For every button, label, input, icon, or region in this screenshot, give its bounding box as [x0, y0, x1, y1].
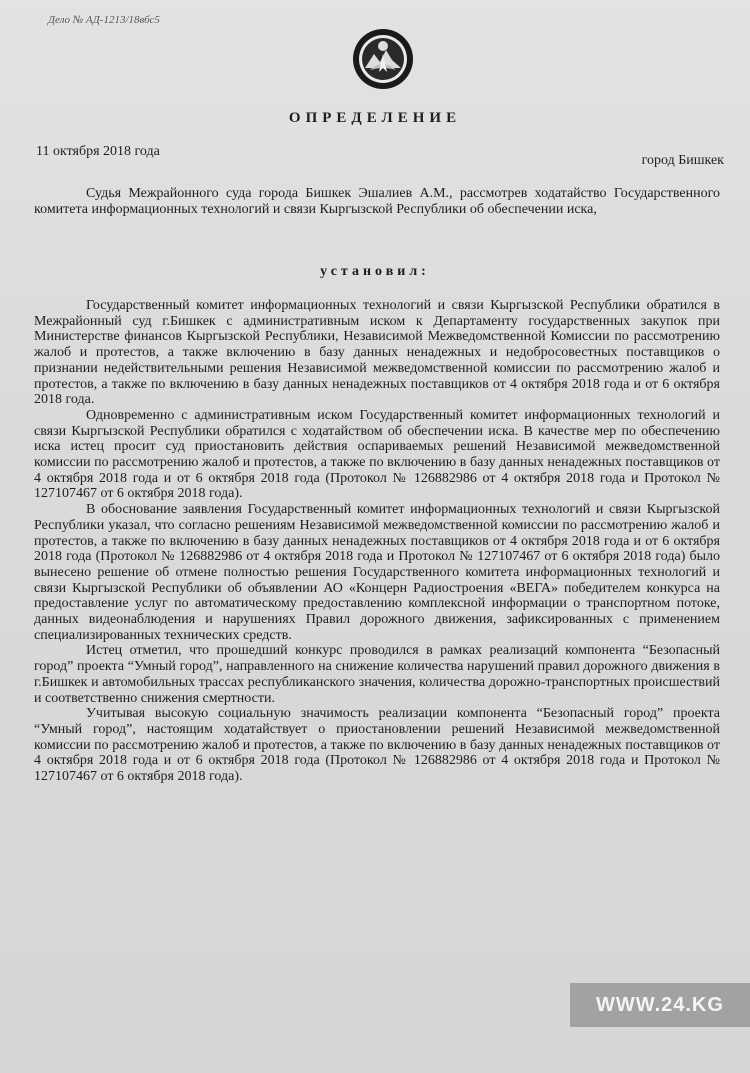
intro-text: Судья Межрайонного суда города Бишкек Эшалиев А.М., рассмотрев ходатайство Государственного комитета информационных технологий и связи Кыргызской Республики об обеспечении иска,	[34, 186, 720, 217]
document-date: 11 октября 2018 года	[36, 144, 160, 159]
paragraph-4: Истец отметил, что прошедший конкурс проводился в рамках реализаций компонента “Безопасный город” проекта “Умный город”, направленного на снижение количества нарушений правил дорожного движения в г.Бишкек и автомобильных трассах республиканского значения, количества дорожно-транспортных происшествий и соответственно снижения смертности.	[34, 643, 720, 706]
document-title: ОПРЕДЕЛЕНИЕ	[288, 110, 462, 126]
paragraph-3: В обоснование заявления Государственный комитет информационных технологий и связи Кыргызской Республики указал, что согласно решениям Независимой межведомственной комиссии по рассмотрению жалоб и протестов, а также по включению в базу данных ненадежных поставщиков от 4 октября 2018 года и от 6 октября 2018 года (Протокол № 126882986 от 4 октября 2018 года и Протокол № 127107467 от 6 октября 2018 года) было вынесено решение об отмене полностью решения Государственного комитета информационных технологий и связи Кыргызской Республики об объявлении АО «Концерн Радиостроения «ВЕГА» победителем конкурса на предоставление услуг по автоматическому предоставлению комплексной информации о транспортном потоке, данных видеонаблюдения и нарушениях Правил дорожного движения, зафиксированных с применением специализированных технических средств.	[34, 502, 720, 643]
established-heading: установил:	[320, 264, 430, 279]
paragraph-5: Учитывая высокую социальную значимость реализации компонента “Безопасный город” проекта “Умный город”, настоящим ходатайствует о приостановлении решений Независимой межведомственной комиссии по рассмотрению жалоб и протестов, а также по включению в базу данных ненадежных поставщиков от 4 октября 2018 года и от 6 октября 2018 года (Протокол № 126882986 от 4 октября 2018 года и Протокол № 127107467 от 6 октября 2018 года).	[34, 706, 720, 785]
case-number: Дело № АД-1213/18вбс5	[48, 14, 160, 26]
intro-paragraph	[34, 186, 720, 217]
watermark: WWW.24.KG	[570, 983, 750, 1027]
document-city: город Бишкек	[641, 153, 724, 168]
paragraph-1: Государственный комитет информационных технологий и связи Кыргызской Республики обратился в Межрайонный суд г.Бишкек с административным иском к Департаменту государственных закупок при Министерстве финансов Кыргызской Республики, Независимой Межведомственной Комиссии по рассмотрению жалоб и протестов, а также включению в базу данных ненадежных и недобросовестных поставщиков о признании недействительными решения Независимой межведомственной комиссии по рассмотрению жалоб и протестов, а также по включению в базу данных ненадежных поставщиков от 4 октября 2018 года и от 6 октября 2018 года.	[34, 298, 720, 408]
document-body	[34, 298, 720, 785]
paragraph-2: Одновременно с административным иском Государственный комитет информационных технологий и связи Кыргызской Республики обратился с ходатайством об обеспечении иска. В качестве мер по обеспечению иска истец просит суд приостановить действия оспариваемых решений Независимой межведомственной комиссии по рассмотрению жалоб и протестов, а также по включению в базу данных ненадежных поставщиков от 4 октября 2018 года и от 6 октября 2018 года (Протокол № 126882986 от 4 октября 2018 года и Протокол № 127107467 от 6 октября 2018 года).	[34, 407, 720, 502]
state-emblem-icon	[352, 28, 414, 90]
